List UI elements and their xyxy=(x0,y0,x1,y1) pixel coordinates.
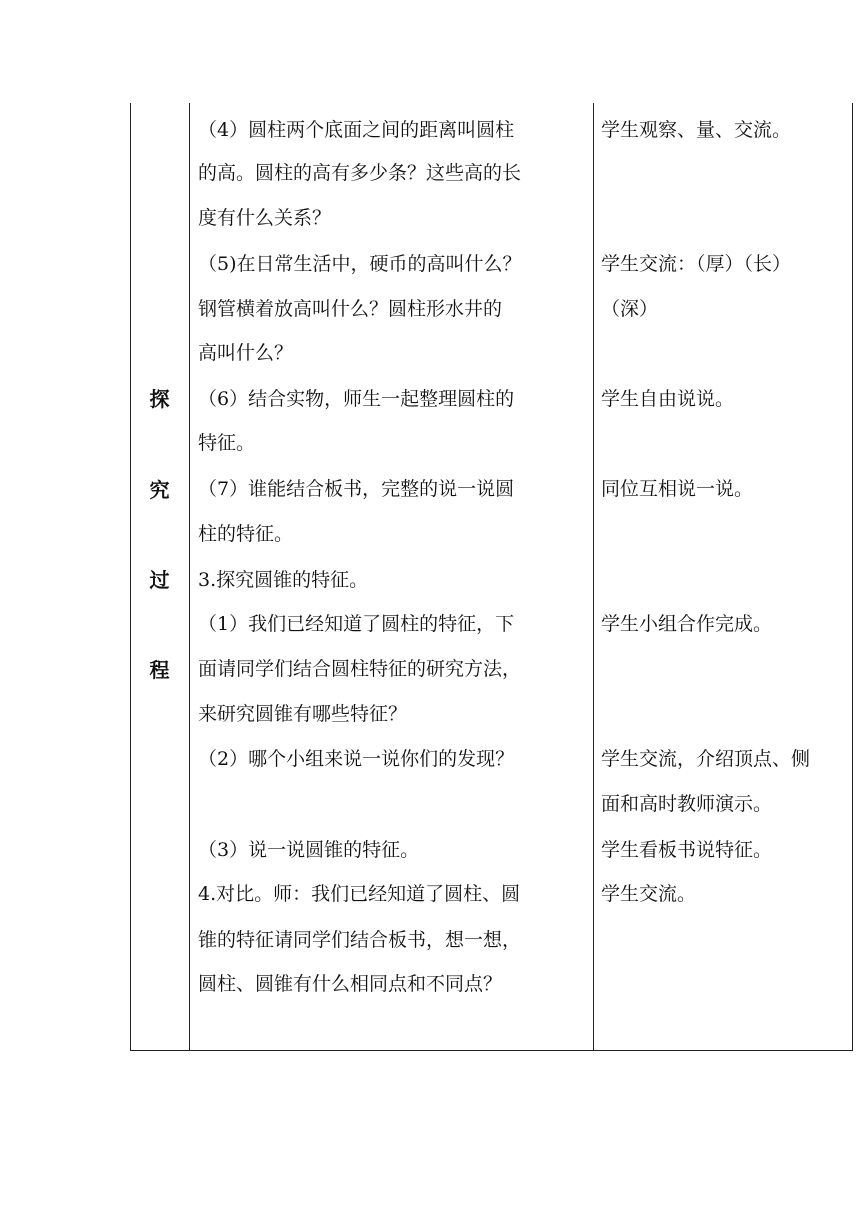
teacher-text-line: 度有什么关系？ xyxy=(198,207,332,229)
teacher-text-line: 4.对比。师：我们已经知道了圆柱、圆 xyxy=(198,883,521,905)
teacher-text-line: 的高。圆柱的高有多少条？这些高的长 xyxy=(198,162,522,184)
teacher-text-line: 锥的特征请同学们结合板书，想一想， xyxy=(198,929,522,951)
student-text-line: 学生观察、量、交流。 xyxy=(601,119,792,141)
student-text-line: 面和高时教师演示。 xyxy=(601,793,773,815)
teacher-text-line: （2）哪个小组来说一说你们的发现？ xyxy=(198,748,515,770)
student-text-line: 学生交流：（厚）（长） xyxy=(601,253,792,275)
teacher-text-line: 圆柱、圆锥有什么相同点和不同点？ xyxy=(198,973,503,995)
table-divider-student xyxy=(593,103,594,1051)
teacher-text-line: （6）结合实物，师生一起整理圆柱的 xyxy=(198,388,515,410)
student-text-line: 学生小组合作完成。 xyxy=(601,613,773,635)
teacher-text-line: （1）我们已经知道了圆柱的特征，下 xyxy=(198,613,515,635)
teacher-text-line: （7）谁能结合板书，完整的说一说圆 xyxy=(198,478,515,500)
teacher-text-line: 钢管横着放高叫什么？圆柱形水井的 xyxy=(198,298,503,320)
table-border-bottom xyxy=(130,1050,853,1051)
teacher-text-line: 高叫什么？ xyxy=(198,342,294,364)
teacher-text-line: （5)在日常生活中，硬币的高叫什么？ xyxy=(198,253,522,275)
table-border-right xyxy=(852,103,853,1051)
student-text-line: 学生交流。 xyxy=(601,883,697,905)
teacher-text-line: 3.探究圆锥的特征。 xyxy=(198,569,369,591)
teacher-text-line: （4）圆柱两个底面之间的距离叫圆柱 xyxy=(198,119,515,141)
teacher-text-line: 来研究圆锥有哪些特征？ xyxy=(198,703,408,725)
teacher-text-line: 特征。 xyxy=(198,432,256,454)
section-label-char: 过 xyxy=(149,568,170,592)
student-text-line: 学生交流，介绍顶点、侧 xyxy=(601,748,811,770)
teacher-text-line: （3）说一说圆锥的特征。 xyxy=(198,839,420,861)
section-label-char: 究 xyxy=(149,478,170,502)
student-text-line: 学生自由说说。 xyxy=(601,388,735,410)
section-label-char: 程 xyxy=(149,658,170,682)
table-divider-label xyxy=(189,103,190,1051)
student-text-line: 同位互相说一说。 xyxy=(601,478,754,500)
teacher-text-line: 柱的特征。 xyxy=(198,523,294,545)
teacher-text-line: 面请同学们结合圆柱特征的研究方法， xyxy=(198,658,522,680)
student-text-line: 学生看板书说特征。 xyxy=(601,839,773,861)
student-text-line: （深） xyxy=(601,298,659,320)
section-label-char: 探 xyxy=(149,387,170,411)
